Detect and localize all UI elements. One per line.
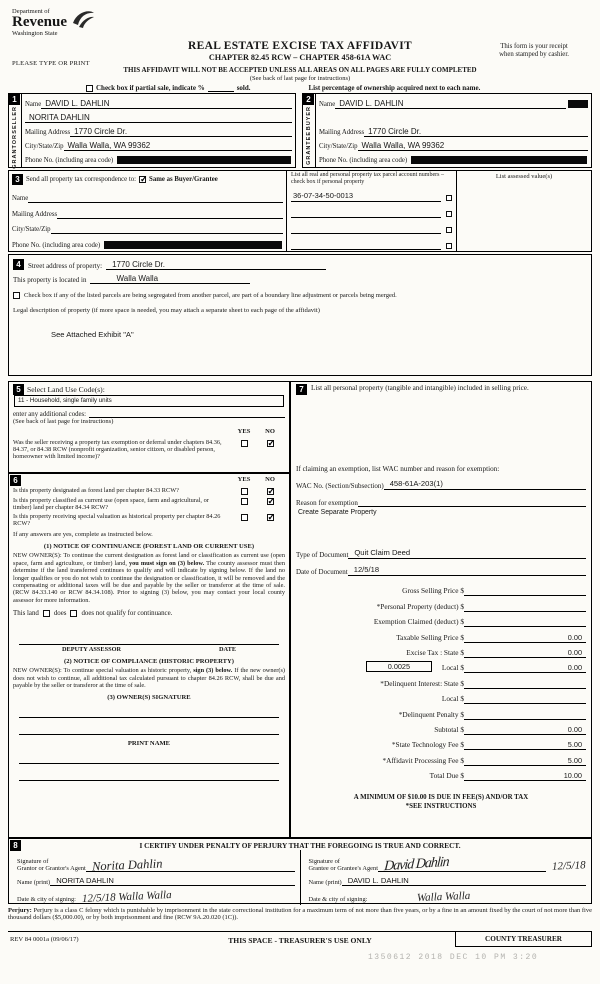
seller-phone-row — [25, 151, 292, 165]
additional-codes-row — [13, 407, 285, 418]
grantee-signature-row — [308, 850, 587, 875]
document-date-value[interactable]: 12/5/18 — [348, 566, 586, 576]
see-back-note-2: (See back of last page for instructions) — [13, 418, 114, 425]
legal-description-label: Legal description of property (if more space is needed, you may attach a separate sheet to each page of the affidavit) — [13, 307, 320, 314]
property-location-section — [8, 254, 592, 376]
classification-section — [8, 473, 290, 838]
yes-no-header — [13, 476, 285, 485]
correspondence-address-label: Mailing Address — [12, 210, 58, 218]
grantor-date-label: Date & city of signing: — [17, 896, 76, 903]
buyer-blank-row — [319, 109, 588, 123]
state-technology-fee-row — [296, 735, 586, 750]
notice-compliance-title: (2) NOTICE OF COMPLIANCE (HISTORIC PROPERTY) — [64, 658, 234, 666]
perjury-notice — [8, 907, 592, 922]
fee-label: *State Technology Fee $ — [391, 740, 464, 750]
local-tax-row — [296, 658, 586, 673]
fee-label: Excise Tax : State $ — [406, 647, 464, 657]
reason-field[interactable] — [358, 499, 586, 507]
parcel-number-field[interactable] — [291, 226, 441, 234]
grantee-name-row — [309, 872, 587, 886]
same-as-buyer-checkbox[interactable] — [139, 176, 146, 183]
seller-city-row — [25, 137, 292, 151]
gross-selling-price-field[interactable] — [464, 587, 586, 596]
personal-property-note: List all personal property (tangible and intangible) included in selling price. — [311, 384, 529, 392]
partial-sale-row — [8, 84, 592, 92]
parcel-row-2 — [291, 202, 452, 218]
grantor-sig-label-1: Signature of — [17, 858, 49, 865]
grantee-word: GRANTEE — [306, 130, 312, 165]
grantee-sig-label-2: Grantee or Grantee's Agent — [308, 865, 378, 872]
located-in-value[interactable]: Walla Walla — [90, 274, 250, 284]
parcel-number-field[interactable] — [291, 242, 441, 250]
located-in-label: This property is located in — [13, 276, 87, 284]
form-title: REAL ESTATE EXCISE TAX AFFIDAVIT — [188, 40, 412, 52]
does-label: does — [53, 610, 67, 618]
no-column-label: NO — [265, 428, 275, 435]
yes-no-header — [13, 428, 285, 437]
correspondence-name-row — [12, 188, 283, 204]
exemption-claimed-field[interactable] — [464, 618, 586, 627]
owner-signature-field-1[interactable] — [19, 701, 279, 718]
fee-label: *Affidavit Processing Fee $ — [382, 755, 464, 765]
receipt-line1: This form is your receipt — [500, 43, 568, 50]
parcel-personal-checkbox[interactable] — [446, 195, 452, 201]
grantor-date-row — [17, 886, 295, 903]
state-technology-fee-field[interactable]: 5.00 — [464, 740, 586, 750]
personal-property-deduct-field[interactable] — [464, 603, 586, 612]
perjury-text: Perjury is a class C felony which is punishable by imprisonment in the state correctional institution for a maximum term of not more than five years, or by a fine in an amount fixed by the court of not more than five thousand dollars ($5,000.00), or by both imprisonment and fine (RCW 9A.20.020 (1C)). — [8, 907, 592, 922]
cashier-stamp: 1350612 2018 DEC 10 PM 3:20 — [368, 953, 539, 962]
exemption-yes-checkbox[interactable] — [241, 440, 248, 447]
historic-question: Is this property receiving special valuation as historical property per chapter 84.26 RCW? — [13, 513, 221, 528]
fee-label: Total Due $ — [429, 771, 464, 781]
this-land-label: This land — [13, 610, 39, 618]
does-not-label: does not qualify for continuance. — [81, 610, 173, 618]
notice2-post: If the new owner(s) does not wish to continue, all additional tax calculated pursuant to chapter 84.26 RCW, shall be due and payable by the seller or transferor at the time of sale. — [13, 667, 286, 690]
historic-no-checkbox[interactable] — [267, 514, 274, 521]
buyer-phone-row — [319, 151, 588, 165]
personal-property-header — [296, 384, 586, 395]
delinquent-penalty-field[interactable] — [464, 711, 586, 720]
land-use-section — [8, 381, 290, 473]
located-in-row — [13, 271, 587, 284]
fee-label: *Personal Property (deduct) $ — [376, 601, 464, 611]
fee-label: Local $ — [441, 663, 464, 673]
grantor-name-row — [17, 872, 295, 886]
land-does-not-checkbox[interactable] — [70, 610, 77, 617]
correspondence-section — [8, 170, 592, 252]
notice-continuance-body — [13, 552, 285, 604]
minimum-due-note: A MINIMUM OF $10.00 IS DUE IN FEE(S) AND/OR TAX — [353, 794, 529, 802]
segregated-row — [13, 292, 587, 299]
seller-address-row — [25, 123, 292, 137]
receipt-line2: when stamped by cashier. — [499, 51, 569, 58]
see-back-note: (See back of last page for instructions) — [249, 74, 351, 82]
correspondence-city-row — [12, 219, 283, 235]
parcel-personal-checkbox[interactable] — [446, 211, 452, 217]
fee-label: Subtotal $ — [434, 724, 464, 734]
seller-phone-redaction-bar — [117, 156, 291, 164]
delinquent-interest-state-field[interactable] — [464, 680, 586, 689]
segregated-label: Check box if any of the listed parcels are being segregated from another parcel, are part of a boundary line adjustment or parcels being merged. — [24, 292, 397, 299]
buyer-city-row — [319, 137, 588, 151]
parcel-personal-checkbox[interactable] — [446, 227, 452, 233]
buyer-name-row — [319, 95, 588, 109]
partial-sale-checkbox[interactable] — [86, 85, 93, 92]
correspondence-header — [12, 172, 283, 188]
grantor-name-value[interactable]: NORITA DAHLIN — [50, 876, 294, 886]
print-name-title: PRINT NAME — [127, 740, 171, 748]
spacer — [296, 516, 586, 542]
certification-statement: I CERTIFY UNDER PENALTY OF PERJURY THAT THE FOREGOING IS TRUE AND CORRECT. — [139, 841, 461, 850]
if-yes-note: If any answers are yes, complete as instructed below. — [13, 531, 153, 539]
seller-city-label: City/State/Zip — [25, 143, 64, 150]
forest-land-question: Is this property designated as forest land per chapter 84.33 RCW? — [13, 487, 179, 494]
no-column-label: NO — [265, 476, 275, 483]
seller-word: SELLER — [12, 106, 18, 134]
washington-state-label: Washington State — [12, 30, 58, 37]
document-type-row — [296, 547, 586, 559]
reason-label: Reason for exemption — [296, 499, 358, 507]
assessed-values-header: List assessed value(s) — [495, 173, 553, 180]
excise-tax-state-row — [296, 643, 586, 658]
notice1-post: The county assessor must then determine if the land transferred continues to qualify and will indicate by signing below. If the land no longer qualifies or you do not wish to continue the designation or classification, it will be removed and the compensating or additional taxes will be due and payable by the seller or transferor at the time of sale. (RCW 84.33.140 or RCW 84.34.108). Prior to signing (3) below, you may contact your local county assessor for more information. — [13, 559, 285, 604]
exemption-no-checkbox[interactable] — [267, 440, 274, 447]
correspondence-address-row — [12, 203, 283, 219]
forest-no-checkbox[interactable] — [267, 488, 274, 495]
please-type-label: PLEASE TYPE OR PRINT — [12, 60, 90, 67]
legal-description-value[interactable]: See Attached Exhibit "A" — [51, 330, 134, 339]
receipt-note — [476, 43, 592, 59]
buyer-address-label: Mailing Address — [319, 129, 365, 136]
buyer-section — [302, 93, 592, 168]
land-use-title-row — [13, 383, 285, 395]
section-1-number: 1 — [9, 94, 20, 105]
seller-name-row — [25, 95, 292, 109]
yes-column-label: YES — [237, 476, 251, 483]
affidavit-processing-fee-row — [296, 750, 586, 765]
reason-row — [296, 495, 586, 507]
correspondence-name-field[interactable] — [28, 194, 283, 203]
local-rate-box: 0.0025 — [366, 661, 432, 673]
grantee-signature-column — [301, 850, 592, 905]
dept-of-label: Department of — [12, 8, 50, 15]
grantee-signature-date: 12/5/18 — [552, 859, 587, 873]
buyer-address-row — [319, 123, 588, 137]
seller-name-value[interactable]: DAVID L. DAHLIN — [41, 99, 292, 109]
grantee-signature: David Dahlin — [383, 854, 450, 875]
delinquent-interest-local-field[interactable] — [464, 695, 586, 704]
segregated-checkbox[interactable] — [13, 292, 20, 299]
notice2-bold: sign (3) below. — [193, 667, 233, 675]
notice-continuance-title: (1) NOTICE OF CONTINUANCE (FOREST LAND OR CURRENT USE) — [43, 543, 255, 551]
reason-value[interactable]: Create Separate Property — [298, 509, 377, 516]
grantor-word: GRANTOR — [12, 133, 18, 169]
dor-logo-text — [12, 8, 67, 37]
current-use-question: Is this property classified as current use (open space, farm and agricultural, or timber) land per chapter 84.34 RCW? — [13, 497, 209, 512]
same-as-buyer-label: Same as Buyer/Grantee — [149, 176, 218, 184]
print-name-field-1[interactable] — [19, 747, 279, 764]
fee-label: Taxable Selling Price $ — [396, 632, 464, 642]
seller-name-label: Name — [25, 101, 42, 108]
land-does-checkbox[interactable] — [43, 610, 50, 617]
excise-tax-state-field[interactable]: 0.00 — [464, 648, 586, 658]
seller-name2-row — [25, 109, 292, 123]
section-8-number: 8 — [10, 840, 21, 851]
forest-yes-checkbox[interactable] — [241, 488, 248, 495]
exemption-question-text: Was the seller receiving a property tax exemption or deferral under chapters 84.36, 84.37, or 84.38 RCW (nonprofit organization, senior citizen, or disabled person, homeowner with limited income)? — [13, 439, 222, 461]
fee-label: *Delinquent Interest: State $ — [380, 678, 464, 688]
grantee-date-handwriting: Walla Walla — [417, 889, 471, 905]
grantee-date-row — [309, 886, 587, 903]
local-tax-field[interactable]: 0.00 — [464, 663, 586, 673]
parcel-personal-checkbox[interactable] — [446, 243, 452, 249]
completion-warning: THIS AFFIDAVIT WILL NOT BE ACCEPTED UNLESS ALL AREAS ON ALL PAGES ARE FULLY COMPLETED — [123, 66, 477, 74]
ownership-percentage-note: List percentage of ownership acquired next to each name. — [308, 84, 481, 92]
document-date-label: Date of Document — [296, 568, 348, 576]
scan-mark — [568, 100, 588, 108]
section-6-number: 6 — [10, 475, 21, 486]
personal-property-blank-area[interactable] — [296, 395, 586, 465]
grantee-sig-label-1: Signature of — [308, 858, 340, 865]
parcel-row-1 — [291, 186, 452, 202]
revenue-swoosh-icon — [70, 8, 96, 32]
revenue-label: Revenue — [12, 14, 67, 30]
buyer-word: BUYER — [306, 106, 312, 131]
historic-yes-checkbox[interactable] — [241, 514, 248, 521]
document-type-value[interactable]: Quit Claim Deed — [348, 549, 586, 559]
form-chapter: CHAPTER 82.45 RCW – CHAPTER 458-61A WAC — [208, 53, 392, 62]
partial-sale-label: Check box if partial sale, indicate % — [96, 84, 205, 92]
seller-section — [8, 93, 296, 168]
partial-sale-percent-field[interactable] — [208, 85, 234, 92]
forest-land-question-row — [13, 487, 285, 495]
correspondence-city-label: City/State/Zip — [12, 226, 51, 234]
affidavit-processing-fee-field[interactable]: 5.00 — [464, 756, 586, 766]
dor-logo — [12, 8, 96, 37]
document-date-row — [296, 564, 586, 576]
land-use-title: Select Land Use Code(s): — [27, 384, 105, 394]
buyer-city-value[interactable]: Walla Walla, WA 99362 — [358, 141, 588, 151]
continuance-qualify-row — [13, 610, 285, 617]
exemption-question-row — [13, 439, 285, 460]
delinquent-interest-state-row — [296, 673, 586, 688]
total-due-field[interactable]: 10.00 — [464, 771, 586, 781]
deputy-assessor-row — [13, 646, 285, 653]
grantor-signature-column — [9, 850, 301, 905]
seller-phone-label: Phone No. (including area code) — [25, 157, 114, 164]
notice-compliance-body — [13, 667, 285, 689]
rev-number: REV 84 0001a (09/06/17) — [10, 936, 79, 943]
delinquent-interest-local-row — [296, 689, 586, 704]
grantee-signature-field[interactable] — [378, 854, 546, 875]
send-correspondence-label: Send all property tax correspondence to: — [26, 176, 137, 184]
exemption-note: If claiming an exemption, list WAC number and reason for exemption: — [296, 465, 500, 473]
section-7-number: 7 — [296, 384, 307, 395]
deputy-assessor-label: DEPUTY ASSESSOR — [61, 646, 122, 654]
print-name-field-2[interactable] — [19, 764, 279, 781]
grantee-name-value[interactable]: DAVID L. DAHLIN — [342, 876, 586, 886]
seller-name2-value[interactable]: NORITA DAHLIN — [25, 113, 292, 123]
subtotal-row — [296, 720, 586, 735]
correspondence-name-label: Name — [12, 195, 29, 203]
buyer-phone-label: Phone No. (including area code) — [319, 157, 408, 164]
street-address-row — [13, 257, 587, 270]
notice1-pre: NEW OWNER(S): To continue the current designation as forest land or classification as current use (open space, farm and agriculture, or timber) land, — [13, 552, 285, 567]
see-instructions-note: *SEE INSTRUCTIONS — [405, 803, 477, 811]
grantor-signature-field[interactable] — [86, 856, 295, 874]
buyer-name-value[interactable]: DAVID L. DAHLIN — [335, 99, 566, 109]
owner-signature-field-2[interactable] — [19, 718, 279, 735]
personal-property-deduct-row — [296, 596, 586, 611]
parcel-row-3 — [291, 218, 452, 234]
wac-value[interactable]: 458-61A-203(1) — [384, 480, 586, 490]
owners-signature-title: (3) OWNER(S) SIGNATURE — [107, 694, 191, 702]
taxable-selling-price-field[interactable]: 0.00 — [464, 633, 586, 643]
notice2-pre: NEW OWNER(S): To continue special valuation as historic property, — [13, 667, 194, 675]
current-use-yes-checkbox[interactable] — [241, 498, 248, 505]
grantor-sig-label-2: Grantor or Grantor's Agent — [17, 865, 86, 872]
buyer-phone-redaction-bar — [411, 156, 587, 164]
buyer-name-label: Name — [319, 101, 336, 108]
correspondence-address-field[interactable] — [57, 210, 283, 219]
section-4-number: 4 — [13, 259, 24, 270]
seller-address-value[interactable]: 1770 Circle Dr. — [70, 127, 292, 137]
seller-address-label: Mailing Address — [25, 129, 71, 136]
county-treasurer-box: COUNTY TREASURER — [455, 931, 592, 947]
buyer-city-label: City/State/Zip — [319, 143, 358, 150]
delinquent-penalty-row — [296, 704, 586, 719]
seller-city-value[interactable]: Walla Walla, WA 99362 — [64, 141, 292, 151]
street-address-value[interactable]: 1770 Circle Dr. — [106, 260, 326, 270]
total-due-row — [296, 766, 586, 781]
wac-row — [296, 478, 586, 490]
fee-label: Exemption Claimed (deduct) $ — [373, 617, 464, 627]
tax-computation-section — [290, 381, 592, 838]
grantee-name-label: Name (print) — [308, 879, 342, 886]
current-use-question-row — [13, 497, 285, 511]
deputy-assessor-signature-field[interactable] — [19, 631, 279, 645]
perjury-bold: Perjury: — [8, 907, 32, 914]
grantor-name-label: Name (print) — [17, 879, 51, 886]
parcel-number-value[interactable]: 36-07-34-50-0013 — [291, 192, 441, 202]
current-use-no-checkbox[interactable] — [267, 498, 274, 505]
historic-question-row — [13, 513, 285, 527]
wac-label: WAC No. (Section/Subsection) — [296, 482, 384, 490]
assessed-values-column — [456, 171, 591, 251]
fee-label: Gross Selling Price $ — [402, 586, 464, 596]
treasurer-space-label: THIS SPACE - TREASURER'S USE ONLY — [228, 936, 372, 945]
additional-codes-field[interactable] — [89, 410, 285, 418]
street-address-label: Street address of property: — [28, 262, 103, 270]
grantor-date-handwriting: 12/5/18 Walla Walla — [81, 889, 172, 905]
document-type-label: Type of Document — [296, 551, 349, 559]
certification-section — [8, 838, 592, 904]
correspondence-phone-redaction-bar — [104, 241, 282, 249]
grantor-signature: Norita Dahlin — [91, 856, 163, 874]
sold-label: sold. — [236, 84, 251, 92]
gross-selling-price-row — [296, 581, 586, 596]
correspondence-phone-label: Phone No. (including area code) — [12, 241, 101, 249]
section-2-number: 2 — [303, 94, 314, 105]
yes-column-label: YES — [237, 428, 251, 435]
buyer-address-value[interactable]: 1770 Circle Dr. — [364, 127, 588, 137]
subtotal-field[interactable]: 0.00 — [464, 725, 586, 735]
parcel-numbers-header: List all real and personal property tax parcel account numbers – check box if personal property — [291, 172, 444, 185]
parcel-number-field[interactable] — [291, 210, 441, 218]
grantor-signature-row — [17, 850, 295, 872]
grantee-date-field[interactable] — [367, 891, 586, 903]
buyer-blank-field — [319, 114, 588, 123]
correspondence-city-field[interactable] — [51, 225, 283, 234]
grantor-date-field[interactable] — [76, 891, 295, 903]
section-5-number: 5 — [13, 384, 24, 395]
exemption-claimed-row — [296, 612, 586, 627]
date-label: DATE — [219, 646, 237, 654]
parcel-row-4 — [291, 234, 452, 250]
additional-codes-label: enter any additional codes: — [13, 411, 87, 418]
notice1-bold: you must sign on (3) below. — [128, 559, 205, 567]
land-use-code-value[interactable]: 11 - Household, single family units — [14, 395, 284, 407]
section-3-number: 3 — [12, 174, 23, 185]
correspondence-phone-row — [12, 234, 283, 250]
grantee-date-label: Date & city of signing: — [308, 896, 368, 903]
fee-label: *Delinquent Penalty $ — [398, 709, 464, 719]
taxable-selling-price-row — [296, 627, 586, 642]
fee-label: Local $ — [441, 694, 464, 704]
